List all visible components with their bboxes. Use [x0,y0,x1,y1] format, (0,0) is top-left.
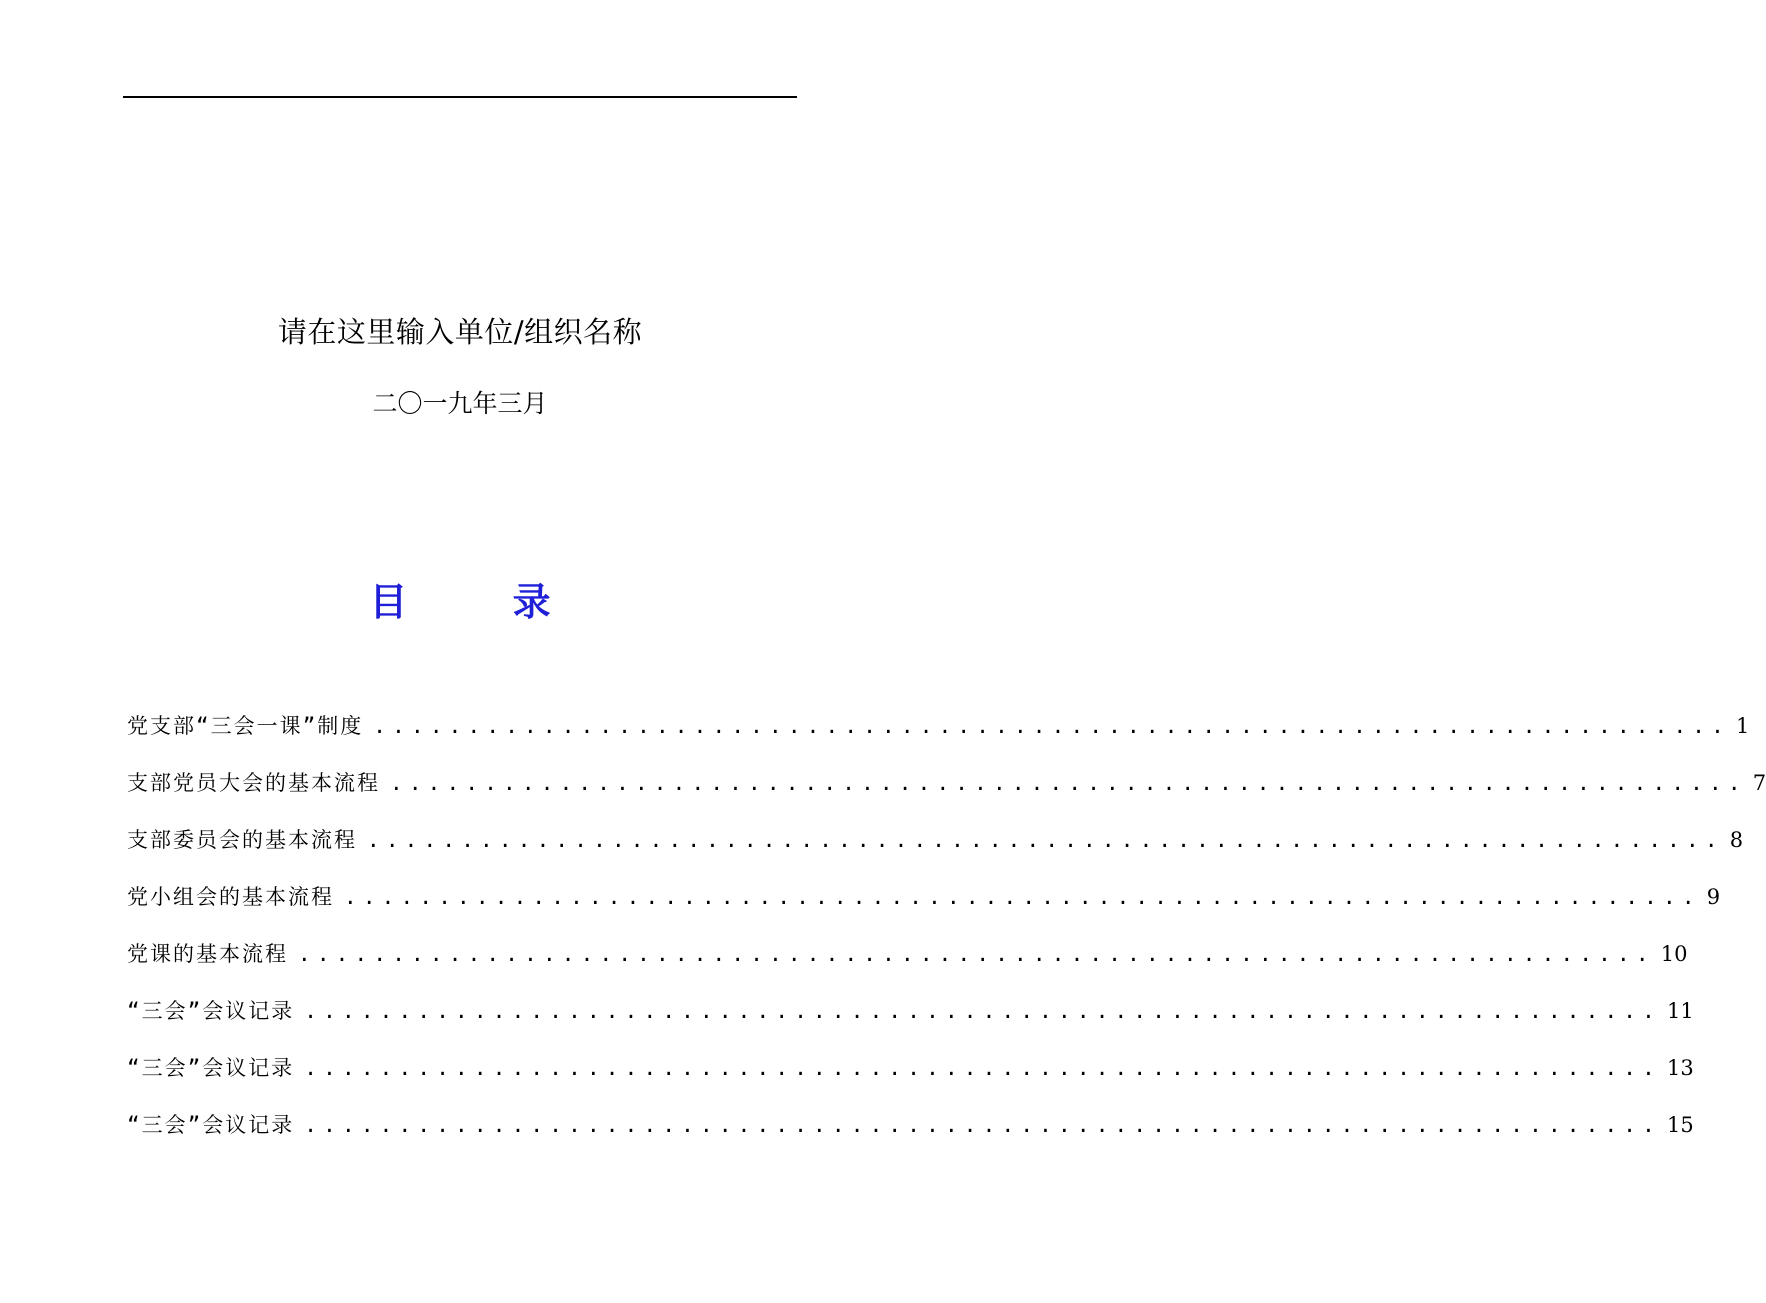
toc-entry-label: 党支部“三会一课”制度 [127,714,364,738]
toc-entry[interactable] [127,987,1694,1044]
toc-entry[interactable] [127,930,1688,987]
toc-entry-page: 9 [1706,885,1721,909]
toc-title: 目 录 [369,579,597,624]
toc-entry-label: 党课的基本流程 [127,942,288,966]
toc-entry-page: 15 [1667,1113,1694,1137]
toc-entry[interactable] [127,702,1750,759]
toc-entry-page: 11 [1667,999,1694,1023]
toc-dot-leader: ........................................................................ [373,714,1730,738]
table-of-contents [127,702,1766,1158]
toc-entry-page: 7 [1752,771,1766,795]
toc-entry[interactable] [127,816,1744,873]
toc-dot-leader: ........................................................................ [344,885,1701,909]
toc-entry-page: 8 [1729,828,1744,852]
toc-entry-page: 1 [1736,714,1750,738]
toc-entry[interactable] [127,873,1721,930]
toc-entry-page: 13 [1667,1056,1694,1080]
toc-dot-leader: ........................................................................ [304,1113,1661,1137]
organization-name: 请在这里输入单位/组织名称 [277,315,643,349]
toc-entry-label: “三会”会议记录 [127,999,295,1023]
toc-entry-label: 支部党员大会的基本流程 [127,771,380,795]
document-date: 二〇一九年三月 [372,389,548,418]
toc-dot-leader: ........................................................................ [304,999,1661,1023]
toc-entry-label: 支部委员会的基本流程 [127,828,357,852]
toc-dot-leader: ........................................................................ [390,771,1747,795]
toc-entry[interactable] [127,1044,1694,1101]
toc-entry[interactable] [127,759,1766,816]
toc-entry-page: 10 [1660,942,1688,966]
toc-entry-label: 党小组会的基本流程 [127,885,334,909]
toc-entry[interactable] [127,1101,1694,1158]
toc-entry-label: “三会”会议记录 [127,1113,295,1137]
toc-dot-leader: ........................................................................ [298,942,1655,966]
toc-entry-label: “三会”会议记录 [127,1056,295,1080]
toc-dot-leader: ........................................................................ [304,1056,1661,1080]
header-rule [123,96,797,98]
toc-dot-leader: ........................................................................ [367,828,1724,852]
